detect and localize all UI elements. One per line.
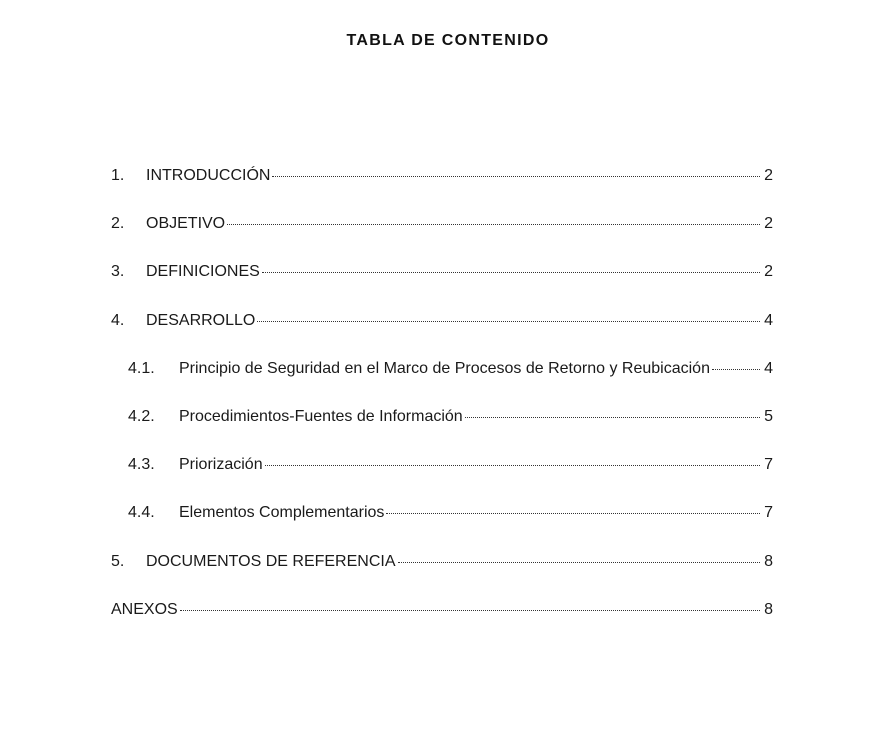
toc-entry-number: 4.3. — [128, 456, 155, 474]
toc-entry-label: Priorización — [179, 456, 263, 474]
toc-entry-page: 2 — [764, 167, 773, 184]
toc-entry-elementos-complementarios[interactable] — [111, 504, 773, 552]
toc-entry-label: Elementos Complementarios — [179, 504, 385, 522]
toc-title: TABLA DE CONTENIDO — [346, 32, 550, 49]
dot-leader — [265, 465, 760, 466]
toc-entry-page: 4 — [764, 311, 773, 329]
toc-entry-number: 3. — [111, 263, 125, 281]
toc-entry-label: DOCUMENTOS DE REFERENCIA — [146, 552, 396, 570]
toc-entry-number: 4.2. — [128, 407, 155, 425]
toc-entry-documentos-referencia[interactable] — [111, 553, 773, 601]
toc-entry-desarrollo[interactable] — [111, 312, 773, 360]
toc-entry-page: 2 — [764, 215, 773, 233]
dot-leader — [398, 562, 760, 563]
toc-entry-page: 2 — [764, 263, 773, 281]
dot-leader — [257, 321, 760, 322]
toc-entry-number: 4.4. — [128, 504, 155, 522]
toc-entry-principio-seguridad[interactable] — [111, 360, 773, 408]
dot-leader — [386, 513, 760, 514]
toc-entry-label: DEFINICIONES — [146, 263, 260, 281]
toc-entry-number: 4. — [111, 311, 125, 329]
toc-entry-procedimientos[interactable] — [111, 408, 773, 456]
toc-entry-page: 7 — [764, 456, 773, 474]
dot-leader — [262, 272, 760, 273]
toc-entry-page: 7 — [764, 504, 773, 522]
dot-leader — [712, 369, 760, 370]
dot-leader — [272, 176, 760, 177]
dot-leader — [180, 610, 760, 611]
toc-entry-anexos[interactable] — [111, 601, 773, 649]
dot-leader — [227, 224, 760, 225]
toc-entry-number: 1. — [111, 167, 125, 184]
toc-entry-label: Procedimientos-Fuentes de Información — [179, 407, 463, 425]
toc-entry-label: INTRODUCCIÓN — [146, 167, 271, 184]
toc-entry-number: 2. — [111, 215, 125, 233]
toc-entry-priorizacion[interactable] — [111, 456, 773, 504]
dot-leader — [465, 417, 760, 418]
toc-entry-definiciones[interactable] — [111, 263, 773, 311]
toc-entry-number: 5. — [111, 552, 125, 570]
toc-entry-page: 8 — [764, 600, 773, 618]
toc-list — [111, 167, 773, 649]
toc-entry-label: DESARROLLO — [146, 311, 256, 329]
toc-entry-label: Principio de Seguridad en el Marco de Procesos de Retorno y Reubicación — [179, 359, 710, 377]
toc-entry-page: 4 — [764, 359, 773, 377]
toc-entry-label: ANEXOS — [111, 600, 178, 618]
toc-entry-label: OBJETIVO — [146, 215, 226, 233]
toc-entry-page: 8 — [764, 552, 773, 570]
toc-entry-introduccion[interactable] — [111, 167, 773, 215]
toc-entry-page: 5 — [764, 407, 773, 425]
toc-entry-objetivo[interactable] — [111, 215, 773, 263]
toc-entry-number: 4.1. — [128, 359, 155, 377]
